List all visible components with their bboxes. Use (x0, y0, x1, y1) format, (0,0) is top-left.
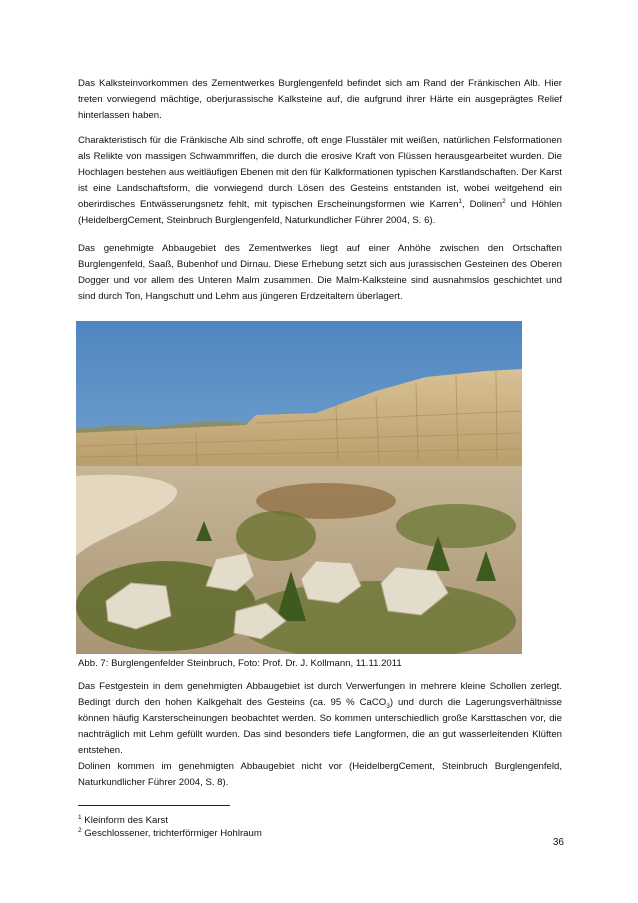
subscript-3: 3 (386, 702, 390, 710)
footnote-2 (78, 824, 262, 840)
footnote-1-number: 1 (78, 814, 82, 821)
footnote-separator (78, 805, 230, 806)
paragraph-1: Das Kalksteinvorkommen des Zementwerkes Burglengenfeld befindet sich am Rand der Fränkischen Alb. Hier treten vorwiegend mächtige, oberjurassische Kalksteine auf, die aufgrund ihrer Härte ein ausgeprägtes Relief hinterlassen haben. (78, 78, 562, 121)
paragraph-2-text-b: , Dolinen (462, 199, 503, 210)
footnote-2-text: Geschlossener, trichterförmiger Hohlraum (84, 828, 262, 840)
footnote-1-text: Kleinform des Karst (84, 815, 169, 827)
paragraph-4-text-a: Das Festgestein in dem genehmigten Abbaugebiet ist durch Verwerfungen in mehrere kleine Schollen zerlegt. Bedingt durch den hohen Kalkgehalt des Gesteins (ca. 95 % CaCO (78, 681, 562, 708)
paragraph-2-text-c: und Höhlen (HeidelbergCement, Steinbruch Burglengenfeld, Naturkundlicher Führer 2004, S. 6). (78, 199, 562, 226)
paragraph-2 (78, 133, 562, 229)
footnote-ref-1: 1 (458, 197, 463, 205)
footnote-2-number: 2 (78, 827, 82, 834)
figure-caption: Abb. 7: Burglengenfelder Steinbruch, Foto: Prof. Dr. J. Kollmann, 11.11.2011 (78, 658, 402, 669)
paragraph-4-text-b: ) und durch die Lagerungsverhältnisse können häufig Karsterscheinungen beobachtet werden. So kommen unterschiedlich große Karsttaschen vor, die nachträglich mit Lehm gefüllt wurden. Das sind besonders tiefe Langformen, die an gut wasserleitenden Klüften entstehen. (78, 697, 563, 756)
paragraph-3: Das genehmigte Abbaugebiet des Zementwerkes liegt auf einer Anhöhe zwischen den Ortschaften Burglengenfeld, Saaß, Bubenhof und Dirnau. Diese Erhebung setzt sich aus jurassischen Gesteinen des Oberen Dogger und vor allem des Unteren Malm zusammen. Die Malm-Kalksteine sind ausnahmslos geschichtet und sind durch Ton, Hangschutt und Lehm aus jüngeren Erdzeitaltern überlagert. (78, 243, 562, 302)
paragraph-4-text-c: Dolinen kommen im genehmigten Abbaugebiet nicht vor (HeidelbergCement, Steinbruch Burglengenfeld, Naturkundlicher Führer 2004, S. 8). (78, 761, 562, 788)
quarry-photo (76, 321, 522, 654)
paragraph-2-text-a: Charakteristisch für die Fränkische Alb sind schroffe, oft enge Flusstäler mit weißen, natürlichen Felsformationen als Relikte von massigen Schwammriffen, die durch die erosive Kraft von Flüssen herausgearbeitet wurden. Die Hochlagen bestehen aus weitläufigen Ebenen mit den für Kalkformationen typischen Karstlandschaften. Der Karst ist eine Landschaftsform, die vorwiegend durch Lösen des Gesteins entstanden ist, wobei weitgehend ein oberirdisches Entwässerungsnetz fehlt, mit typischen Erscheinungsformen wie Karren (78, 135, 562, 210)
footnote-ref-2: 2 (502, 197, 506, 205)
page-number: 36 (552, 837, 564, 848)
paragraph-4 (78, 679, 562, 791)
